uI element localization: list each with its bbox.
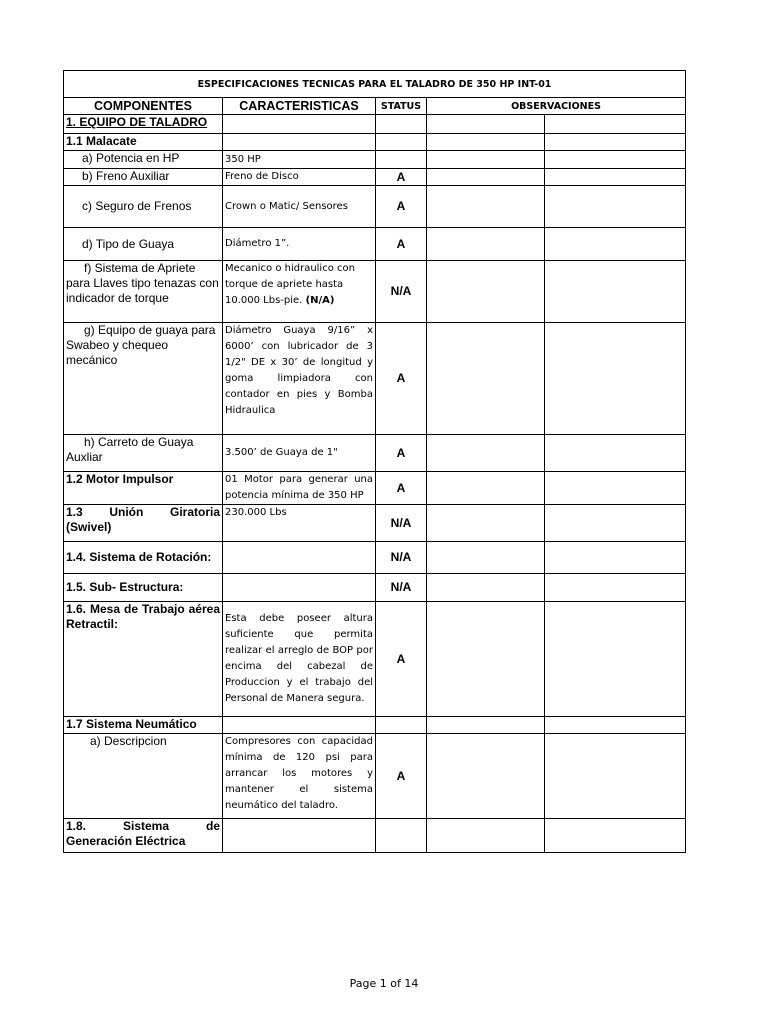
table-row xyxy=(64,819,686,853)
characteristic-note: (N/A) xyxy=(305,295,335,306)
characteristic-cell xyxy=(223,717,376,734)
table-row xyxy=(64,717,686,734)
observation-cell xyxy=(545,186,686,228)
component-cell: b) Freno Auxiliar xyxy=(64,169,223,186)
observation-cell xyxy=(427,169,545,186)
observation-cell xyxy=(427,323,545,435)
characteristic-cell: Crown o Matic/ Sensores xyxy=(223,186,376,228)
observation-cell xyxy=(427,574,545,602)
characteristic-cell: Freno de Disco xyxy=(223,169,376,186)
observation-cell xyxy=(427,134,545,151)
observation-cell xyxy=(545,574,686,602)
observation-cell xyxy=(427,186,545,228)
characteristic-cell: Esta debe poseer altura suficiente que permita realizar el arreglo de BOP por encima del cabezal de Produccion y el trabajo del Personal de Manera segura. xyxy=(223,602,376,717)
characteristic-cell xyxy=(223,819,376,853)
characteristic-cell: Diámetro Guaya 9/16” x 6000’ con lubricador de 3 1/2" DE x 30’ de longitud y goma limpiadora con contador en pies y Bomba Hidraulica xyxy=(223,323,376,435)
status-cell: A xyxy=(376,472,427,505)
characteristic-cell: 230.000 Lbs xyxy=(223,505,376,542)
observation-cell xyxy=(427,602,545,717)
section-title: 1. EQUIPO DE TALADRO xyxy=(66,115,208,129)
status-cell xyxy=(376,717,427,734)
status-cell: N/A xyxy=(376,261,427,323)
status-cell xyxy=(376,151,427,169)
table-row xyxy=(64,151,686,169)
status-cell: A xyxy=(376,323,427,435)
component-cell: a) Descripcion xyxy=(64,734,223,819)
table-row xyxy=(64,261,686,323)
observation-cell xyxy=(427,261,545,323)
observation-cell xyxy=(545,228,686,261)
status-cell: N/A xyxy=(376,505,427,542)
table-row xyxy=(64,115,686,134)
observation-cell xyxy=(545,435,686,472)
status-cell xyxy=(376,819,427,853)
observation-cell xyxy=(545,169,686,186)
table-row xyxy=(64,228,686,261)
observation-cell xyxy=(427,819,545,853)
page-number: Page 1 of 14 xyxy=(349,977,419,990)
title-row xyxy=(64,71,686,98)
observation-cell xyxy=(545,602,686,717)
table-row xyxy=(64,435,686,472)
status-cell: A xyxy=(376,169,427,186)
characteristic-cell xyxy=(223,574,376,602)
observation-cell xyxy=(427,542,545,574)
header-componentes: COMPONENTES xyxy=(64,98,223,115)
component-cell: 1.8. Sistema de Generación Eléctrica xyxy=(64,819,223,853)
header-row xyxy=(64,98,686,115)
header-caracteristicas: CARACTERISTICAS xyxy=(223,98,376,115)
component-cell xyxy=(64,115,223,134)
characteristic-cell: Diámetro 1”. xyxy=(223,228,376,261)
header-observaciones: OBSERVACIONES xyxy=(427,98,686,115)
table-row xyxy=(64,169,686,186)
component-cell: 1.3 Unión Giratoria (Swivel) xyxy=(64,505,223,542)
characteristic-cell: 3.500’ de Guaya de 1" xyxy=(223,435,376,472)
characteristic-cell: Compresores con capacidad mínima de 120 psi para arrancar los motores y mantener el sistema neumático del taladro. xyxy=(223,734,376,819)
specifications-table xyxy=(63,70,686,853)
observation-cell xyxy=(427,228,545,261)
table-row xyxy=(64,323,686,435)
header-status: STATUS xyxy=(376,98,427,115)
component-cell: h) Carreto de Guaya Auxliar xyxy=(64,435,223,472)
status-cell: A xyxy=(376,228,427,261)
component-cell: 1.4. Sistema de Rotación: xyxy=(64,542,223,574)
table-row xyxy=(64,505,686,542)
table-row xyxy=(64,574,686,602)
observation-cell xyxy=(545,819,686,853)
component-cell: g) Equipo de guaya para Swabeo y chequeo mecánico xyxy=(64,323,223,435)
characteristic-cell xyxy=(223,115,376,134)
characteristic-cell xyxy=(223,134,376,151)
status-cell xyxy=(376,115,427,134)
characteristic-text: Mecanico o hidraulico con torque de apriete hasta 10.000 Lbs-pie. xyxy=(225,263,355,306)
status-cell: A xyxy=(376,186,427,228)
observation-cell xyxy=(427,435,545,472)
table-row xyxy=(64,472,686,505)
observation-cell xyxy=(545,542,686,574)
component-cell: a) Potencia en HP xyxy=(64,151,223,169)
observation-cell xyxy=(545,261,686,323)
observation-cell xyxy=(545,151,686,169)
characteristic-cell xyxy=(223,542,376,574)
component-cell: 1.5. Sub- Estructura: xyxy=(64,574,223,602)
component-cell: d) Tipo de Guaya xyxy=(64,228,223,261)
component-cell: 1.6. Mesa de Trabajo aérea Retractil: xyxy=(64,602,223,717)
table-row xyxy=(64,602,686,717)
characteristic-cell xyxy=(223,261,376,323)
observation-cell xyxy=(427,717,545,734)
observation-cell xyxy=(545,505,686,542)
observation-cell xyxy=(427,472,545,505)
observation-cell xyxy=(427,734,545,819)
observation-cell xyxy=(545,472,686,505)
component-cell: c) Seguro de Frenos xyxy=(64,186,223,228)
observation-cell xyxy=(545,115,686,134)
table-row xyxy=(64,186,686,228)
component-cell: 1.1 Malacate xyxy=(64,134,223,151)
status-cell: N/A xyxy=(376,574,427,602)
observation-cell xyxy=(427,151,545,169)
observation-cell xyxy=(427,505,545,542)
table-row xyxy=(64,134,686,151)
observation-cell xyxy=(545,734,686,819)
component-cell: 1.2 Motor Impulsor xyxy=(64,472,223,505)
observation-cell xyxy=(545,323,686,435)
status-cell: N/A xyxy=(376,542,427,574)
document-title: ESPECIFICACIONES TECNICAS PARA EL TALADRO DE 350 HP INT-01 xyxy=(64,71,686,98)
status-cell: A xyxy=(376,602,427,717)
status-cell: A xyxy=(376,734,427,819)
status-cell: A xyxy=(376,435,427,472)
component-cell: 1.7 Sistema Neumático xyxy=(64,717,223,734)
characteristic-cell: 01 Motor para generar una potencia mínima de 350 HP xyxy=(223,472,376,505)
table-row xyxy=(64,542,686,574)
observation-cell xyxy=(427,115,545,134)
component-cell: f) Sistema de Apriete para Llaves tipo tenazas con indicador de torque xyxy=(64,261,223,323)
observation-cell xyxy=(545,134,686,151)
observation-cell xyxy=(545,717,686,734)
status-cell xyxy=(376,134,427,151)
table-row xyxy=(64,734,686,819)
characteristic-cell: 350 HP xyxy=(223,151,376,169)
